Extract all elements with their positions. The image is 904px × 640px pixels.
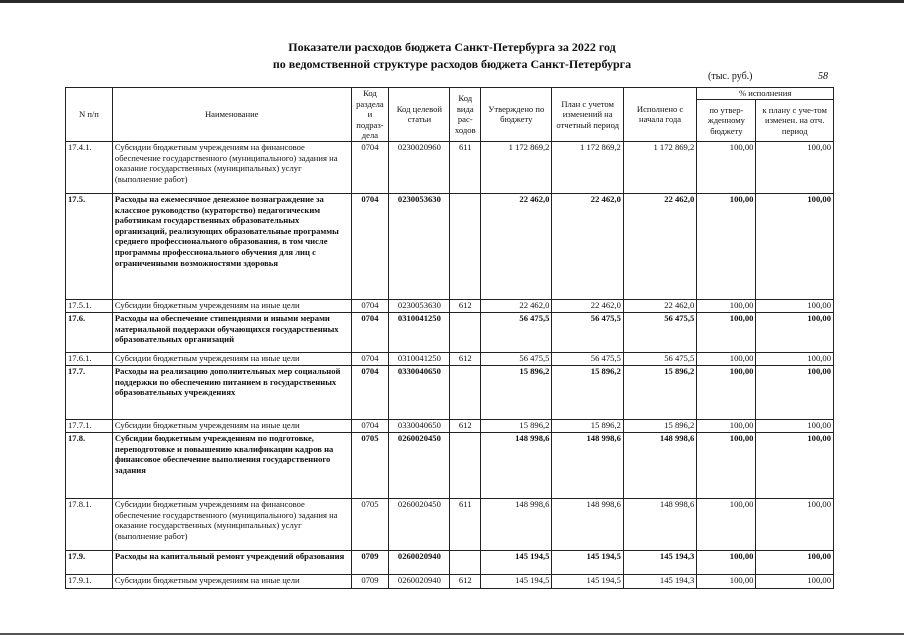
row-number: 17.9.: [66, 550, 113, 574]
table-row: [66, 550, 834, 574]
row-expense-type-code: [450, 193, 481, 299]
row-plan: 22 462,0: [552, 299, 623, 312]
row-expense-type-code: [450, 365, 481, 419]
row-percent-plan: 100,00: [756, 550, 834, 574]
row-plan: 22 462,0: [552, 193, 623, 299]
row-executed: 56 475,5: [623, 352, 696, 365]
row-section-code: 0704: [351, 312, 389, 352]
row-executed: 145 194,3: [623, 550, 696, 574]
row-section-code: 0709: [351, 574, 389, 588]
row-number: 17.6.1.: [66, 352, 113, 365]
row-name: Расходы на реализацию дополнительных мер социальной поддержки по обеспечению питанием в государственных образовательных учреждениях: [112, 365, 351, 419]
row-section-code: 0704: [351, 365, 389, 419]
table-row: [66, 352, 834, 365]
row-percent-plan: 100,00: [756, 498, 834, 550]
row-section-code: 0705: [351, 498, 389, 550]
row-name: Субсидии бюджетным учреждениям по подготовке, переподготовке и повышению квалификации кадров на финансовое обеспечение выполнения государственного задания: [112, 432, 351, 498]
row-target-code: 0230020960: [389, 141, 450, 193]
row-percent-approved: 100,00: [697, 141, 756, 193]
row-name: Субсидии бюджетным учреждениям на иные цели: [112, 574, 351, 588]
row-approved: 15 896,2: [481, 419, 552, 432]
row-section-code: 0704: [351, 141, 389, 193]
row-name: Субсидии бюджетным учреждениям на иные цели: [112, 352, 351, 365]
row-percent-plan: 100,00: [756, 419, 834, 432]
row-percent-plan: 100,00: [756, 574, 834, 588]
row-target-code: 0310041250: [389, 352, 450, 365]
row-expense-type-code: 612: [450, 352, 481, 365]
header-executed: Исполнено с начала года: [623, 88, 696, 142]
table-row: [66, 312, 834, 352]
header-percent-group: % исполнения: [697, 88, 834, 100]
row-approved: 56 475,5: [481, 312, 552, 352]
row-section-code: 0704: [351, 193, 389, 299]
row-plan: 148 998,6: [552, 432, 623, 498]
row-number: 17.8.1.: [66, 498, 113, 550]
row-number: 17.5.1.: [66, 299, 113, 312]
row-expense-type-code: [450, 432, 481, 498]
row-executed: 1 172 869,2: [623, 141, 696, 193]
row-target-code: 0230053630: [389, 299, 450, 312]
row-section-code: 0704: [351, 352, 389, 365]
row-percent-approved: 100,00: [697, 574, 756, 588]
table-row: [66, 365, 834, 419]
row-number: 17.6.: [66, 312, 113, 352]
row-approved: 22 462,0: [481, 299, 552, 312]
row-target-code: 0230053630: [389, 193, 450, 299]
row-percent-plan: 100,00: [756, 365, 834, 419]
row-percent-approved: 100,00: [697, 498, 756, 550]
row-percent-approved: 100,00: [697, 193, 756, 299]
table-row: [66, 498, 834, 550]
row-number: 17.4.1.: [66, 141, 113, 193]
row-expense-type-code: 611: [450, 141, 481, 193]
row-plan: 1 172 869,2: [552, 141, 623, 193]
table-row: [66, 419, 834, 432]
header-percent-plan: к плану с уче-том изменен. на отч. период: [756, 100, 834, 142]
row-approved: 148 998,6: [481, 498, 552, 550]
report-title: Показатели расходов бюджета Санкт-Петербурга за 2022 год: [288, 40, 616, 54]
row-section-code: 0704: [351, 419, 389, 432]
row-target-code: 0310041250: [389, 312, 450, 352]
header-approved: Утверждено по бюджету: [481, 88, 552, 142]
row-expense-type-code: 612: [450, 299, 481, 312]
row-name: Расходы на капитальный ремонт учреждений образования: [112, 550, 351, 574]
row-plan: 148 998,6: [552, 498, 623, 550]
row-name: Субсидии бюджетным учреждениям на финансовое обеспечение государственного (муниципального) задания на оказание государственных (муниципальных) услуг (выполнение работ): [112, 141, 351, 193]
row-plan: 145 194,5: [552, 574, 623, 588]
row-approved: 145 194,5: [481, 550, 552, 574]
scan-bottom-edge: [0, 633, 904, 635]
row-number: 17.8.: [66, 432, 113, 498]
units-label: (тыс. руб.): [708, 71, 753, 82]
row-approved: 22 462,0: [481, 193, 552, 299]
budget-table: [65, 87, 834, 589]
row-percent-approved: 100,00: [697, 299, 756, 312]
row-percent-approved: 100,00: [697, 365, 756, 419]
row-executed: 56 475,5: [623, 312, 696, 352]
row-approved: 145 194,5: [481, 574, 552, 588]
row-target-code: 0260020940: [389, 574, 450, 588]
row-approved: 15 896,2: [481, 365, 552, 419]
table-row: [66, 299, 834, 312]
header-percent-approved: по утвер-жденному бюджету: [697, 100, 756, 142]
scan-top-edge: [0, 0, 904, 3]
row-percent-plan: 100,00: [756, 352, 834, 365]
row-approved: 1 172 869,2: [481, 141, 552, 193]
row-name: Расходы на обеспечение стипендиями и иными мерами материальной поддержки обучающихся государственных образовательных организаций: [112, 312, 351, 352]
row-percent-approved: 100,00: [697, 352, 756, 365]
table-body: [66, 141, 834, 588]
header-target-code: Код целевой статьи: [389, 88, 450, 142]
row-plan: 56 475,5: [552, 312, 623, 352]
row-target-code: 0330040650: [389, 419, 450, 432]
row-executed: 22 462,0: [623, 193, 696, 299]
row-executed: 148 998,6: [623, 498, 696, 550]
row-executed: 22 462,0: [623, 299, 696, 312]
row-approved: 148 998,6: [481, 432, 552, 498]
row-percent-approved: 100,00: [697, 312, 756, 352]
row-name: Субсидии бюджетным учреждениям на иные цели: [112, 299, 351, 312]
row-target-code: 0260020940: [389, 550, 450, 574]
row-percent-approved: 100,00: [697, 432, 756, 498]
row-number: 17.7.: [66, 365, 113, 419]
row-expense-type-code: 611: [450, 498, 481, 550]
table-row: [66, 574, 834, 588]
row-percent-plan: 100,00: [756, 299, 834, 312]
row-section-code: 0704: [351, 299, 389, 312]
row-plan: 15 896,2: [552, 419, 623, 432]
row-number: 17.5.: [66, 193, 113, 299]
row-section-code: 0709: [351, 550, 389, 574]
row-percent-plan: 100,00: [756, 432, 834, 498]
row-target-code: 0330040650: [389, 365, 450, 419]
row-name: Расходы на ежемесячное денежное вознаграждение за классное руководство (кураторство) педагогическим работникам государственных образовательных организаций, реализующих образовательные программы среднего профессионального образования, в том числе программы профессионального обучения для лиц с ограниченными возможностями здоровья: [112, 193, 351, 299]
row-number: 17.9.1.: [66, 574, 113, 588]
row-expense-type-code: [450, 312, 481, 352]
header-plan: План с учетом изменений на отчетный период: [552, 88, 623, 142]
row-approved: 56 475,5: [481, 352, 552, 365]
header-name: Наименование: [112, 88, 351, 142]
header-expense-type-code: Код вида рас-ходов: [450, 88, 481, 142]
row-plan: 15 896,2: [552, 365, 623, 419]
row-percent-approved: 100,00: [697, 419, 756, 432]
row-percent-plan: 100,00: [756, 141, 834, 193]
row-name: Субсидии бюджетным учреждениям на финансовое обеспечение государственного (муниципального) задания на оказание государственных (муниципальных) услуг (выполнение работ): [112, 498, 351, 550]
row-name: Субсидии бюджетным учреждениям на иные цели: [112, 419, 351, 432]
page-number: 58: [818, 71, 828, 82]
row-percent-plan: 100,00: [756, 312, 834, 352]
table-row: [66, 193, 834, 299]
row-number: 17.7.1.: [66, 419, 113, 432]
row-executed: 145 194,3: [623, 574, 696, 588]
row-section-code: 0705: [351, 432, 389, 498]
row-executed: 15 896,2: [623, 419, 696, 432]
row-expense-type-code: 612: [450, 574, 481, 588]
row-target-code: 0260020450: [389, 498, 450, 550]
row-percent-plan: 100,00: [756, 193, 834, 299]
report-subtitle: по ведомственной структуре расходов бюджета Санкт-Петербурга: [272, 57, 632, 71]
row-plan: 56 475,5: [552, 352, 623, 365]
header-section-code: Код раздела и подраз-дела: [351, 88, 389, 142]
row-executed: 15 896,2: [623, 365, 696, 419]
row-expense-type-code: 612: [450, 419, 481, 432]
table-row: [66, 141, 834, 193]
row-executed: 148 998,6: [623, 432, 696, 498]
row-percent-approved: 100,00: [697, 550, 756, 574]
header-num: N п/п: [66, 88, 113, 142]
row-expense-type-code: [450, 550, 481, 574]
row-plan: 145 194,5: [552, 550, 623, 574]
row-target-code: 0260020450: [389, 432, 450, 498]
table-row: [66, 432, 834, 498]
